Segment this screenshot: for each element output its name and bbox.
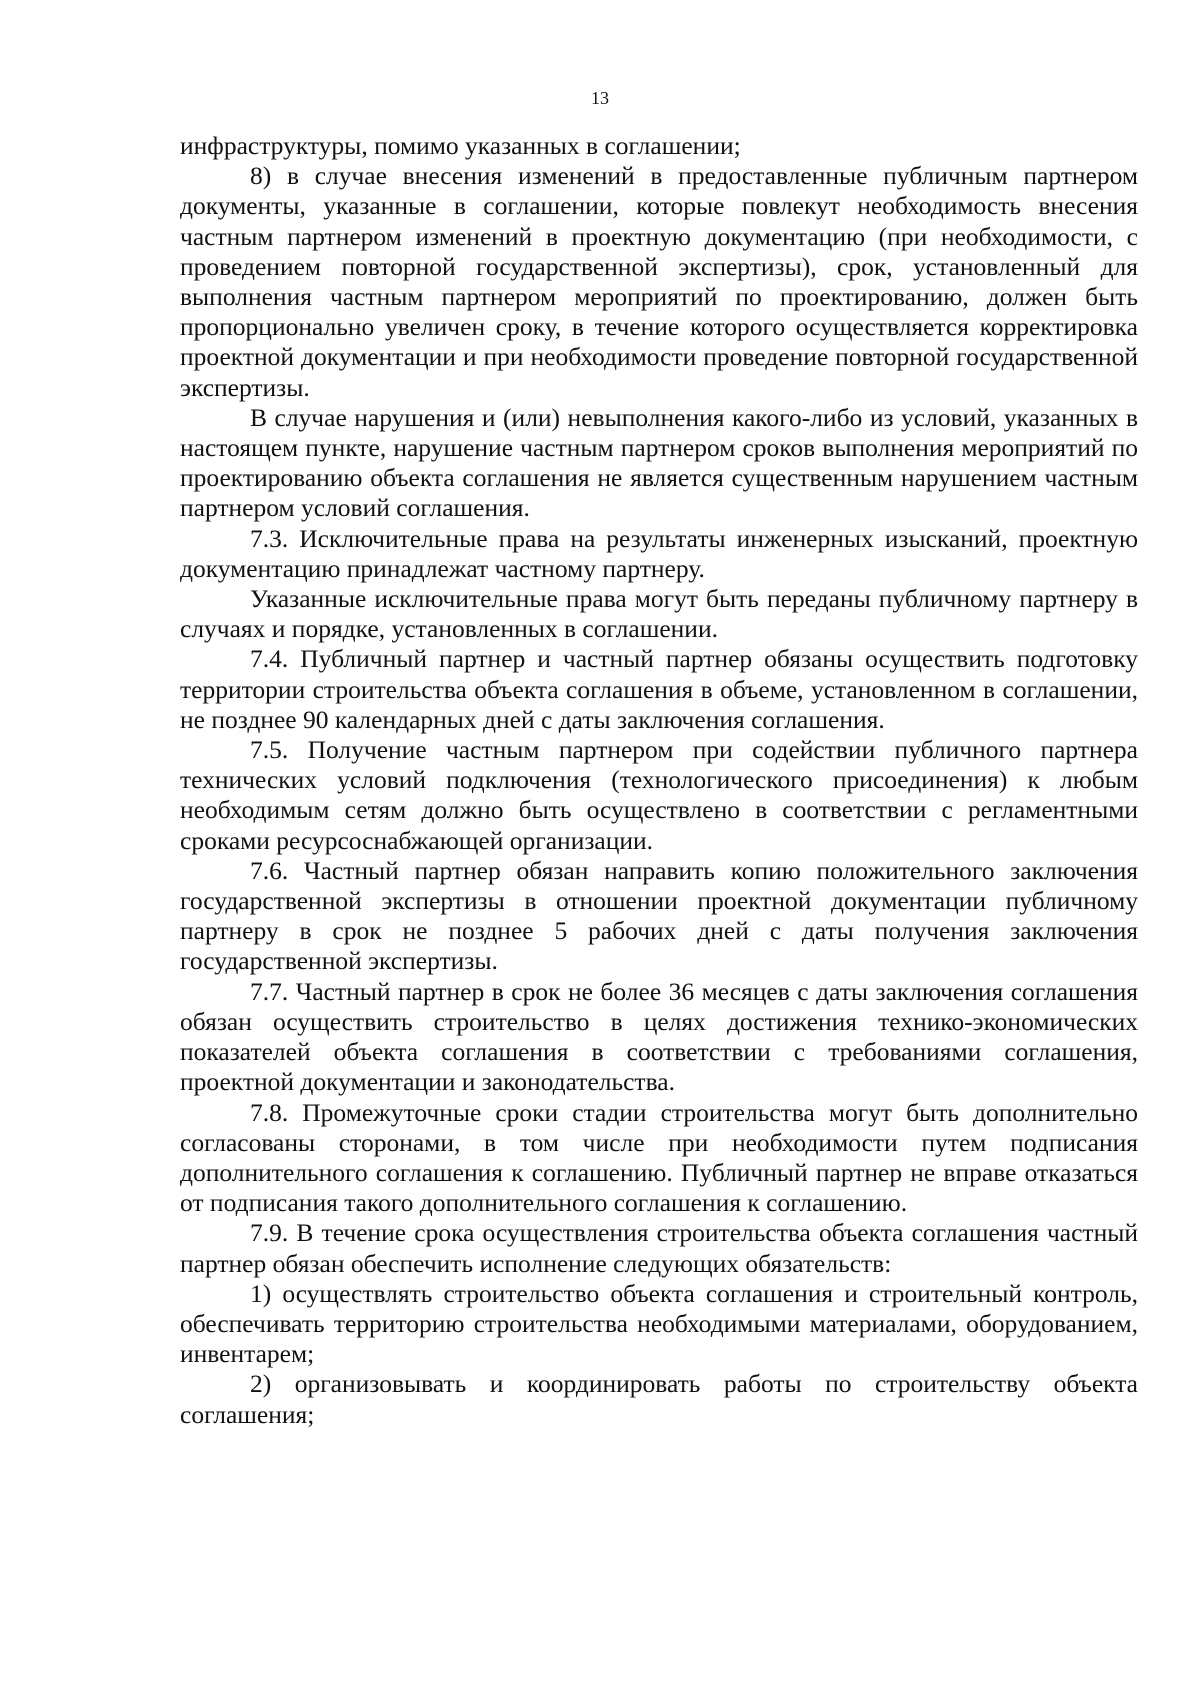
paragraph-7-6: 7.6. Частный партнер обязан направить копию положительного заключения государственной экспертизы в отношении проектной документации публичному партнеру в срок не позднее 5 рабочих дней с даты получения заключения государственной экспертизы. <box>180 855 1138 976</box>
paragraph-violation-clause: В случае нарушения и (или) невыполнения какого-либо из условий, указанных в настоящем пункте, нарушение частным партнером сроков выполнения мероприятий по проектированию объекта соглашения не является существенным нарушением частным партнером условий соглашения. <box>180 402 1138 523</box>
paragraph-7-8: 7.8. Промежуточные сроки стадии строительства могут быть дополнительно согласованы сторонами, в том числе при необходимости путем подписания дополнительного соглашения к соглашению. Публичный партнер не вправе отказаться от подписания такого дополнительного соглашения к соглашению. <box>180 1097 1138 1218</box>
paragraph-7-3: 7.3. Исключительные права на результаты инженерных изысканий, проектную документацию принадлежат частному партнеру. <box>180 523 1138 583</box>
document-body <box>180 131 1138 1430</box>
paragraph-7-5: 7.5. Получение частным партнером при содействии публичного партнера технических условий подключения (технологического присоединения) к любым необходимым сетям должно быть осуществлено в соответствии с регламентными сроками ресурсоснабжающей организации. <box>180 735 1138 855</box>
paragraph-7-9: 7.9. В течение срока осуществления строительства объекта соглашения частный партнер обязан обеспечить исполнение следующих обязательств: <box>180 1218 1138 1278</box>
paragraph-infrastructure-continuation: инфраструктуры, помимо указанных в соглашении; <box>180 131 741 160</box>
paragraph-7-3-rights-transfer: Указанные исключительные права могут быть переданы публичному партнеру в случаях и порядке, установленных в соглашении. <box>180 584 1138 644</box>
paragraph-7-7: 7.7. Частный партнер в срок не более 36 месяцев с даты заключения соглашения обязан осуществить строительство в целях достижения технико-экономических показателей объекта соглашения в соответствии с требованиями соглашения, проектной документации и законодательства. <box>180 976 1138 1097</box>
paragraph-7-4: 7.4. Публичный партнер и частный партнер обязаны осуществить подготовку территории строительства объекта соглашения в объеме, установленном в соглашении, не позднее 90 календарных дней с даты заключения соглашения. <box>180 644 1138 734</box>
paragraph-7-9-item-1: 1) осуществлять строительство объекта соглашения и строительный контроль, обеспечивать территорию строительства необходимыми материалами, оборудованием, инвентарем; <box>180 1278 1138 1369</box>
paragraph-7-9-item-2: 2) организовывать и координировать работы по строительству объекта соглашения; <box>180 1369 1138 1429</box>
paragraph-item-8: 8) в случае внесения изменений в предоставленные публичным партнером документы, указанные в соглашении, которые повлекут необходимость внесения частным партнером изменений в проектную документацию (при необходимости, с проведением повторной государственной экспертизы), срок, установленный для выполнения частным партнером мероприятий по проектированию, должен быть пропорционально увеличен сроку, в течение которого осуществляется корректировка проектной документации и при необходимости проведение повторной государственной экспертизы. <box>180 161 1138 402</box>
page-number: 13 <box>591 88 609 108</box>
